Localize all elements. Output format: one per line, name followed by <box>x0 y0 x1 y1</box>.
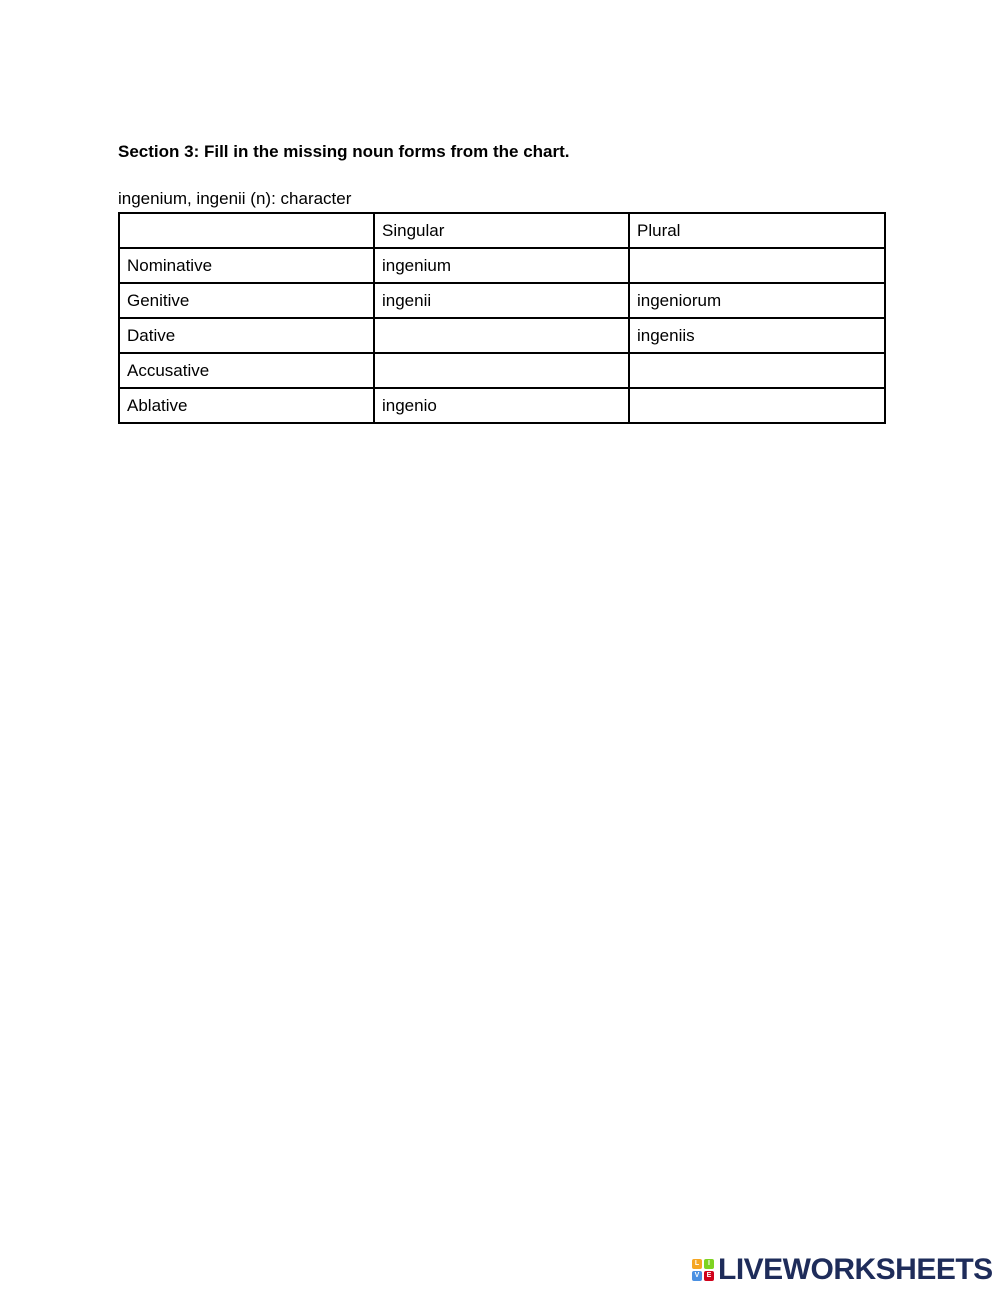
logo-mark-tile: V <box>692 1271 702 1281</box>
header-cell-plural: Plural <box>629 213 885 248</box>
plural-answer-cell[interactable] <box>629 388 885 423</box>
plural-cell: ingeniis <box>629 318 885 353</box>
case-label-cell: Genitive <box>119 283 374 318</box>
singular-answer-cell[interactable] <box>374 353 629 388</box>
liveworksheets-logo <box>692 1254 993 1286</box>
table-row <box>119 248 885 283</box>
singular-cell: ingenio <box>374 388 629 423</box>
logo-mark-tile: L <box>692 1259 702 1269</box>
case-label-cell: Nominative <box>119 248 374 283</box>
header-cell-blank <box>119 213 374 248</box>
table-row <box>119 388 885 423</box>
declension-table <box>118 212 886 424</box>
plural-answer-cell[interactable] <box>629 248 885 283</box>
logo-mark-tile: E <box>704 1271 714 1281</box>
table-row <box>119 283 885 318</box>
case-label-cell: Dative <box>119 318 374 353</box>
table-row <box>119 353 885 388</box>
case-label-cell: Ablative <box>119 388 374 423</box>
header-cell-singular: Singular <box>374 213 629 248</box>
plural-answer-cell[interactable] <box>629 353 885 388</box>
plural-cell: ingeniorum <box>629 283 885 318</box>
logo-mark-tile: I <box>704 1259 714 1269</box>
case-label-cell: Accusative <box>119 353 374 388</box>
table-row <box>119 318 885 353</box>
logo-text: LIVEWORKSHEETS <box>718 1253 993 1286</box>
section-heading: Section 3: Fill in the missing noun forms from the chart. <box>118 142 570 161</box>
singular-answer-cell[interactable] <box>374 318 629 353</box>
logo-mark-icon <box>692 1259 714 1281</box>
singular-cell: ingenii <box>374 283 629 318</box>
table-header-row <box>119 213 885 248</box>
noun-caption: ingenium, ingenii (n): character <box>118 189 352 208</box>
singular-cell: ingenium <box>374 248 629 283</box>
